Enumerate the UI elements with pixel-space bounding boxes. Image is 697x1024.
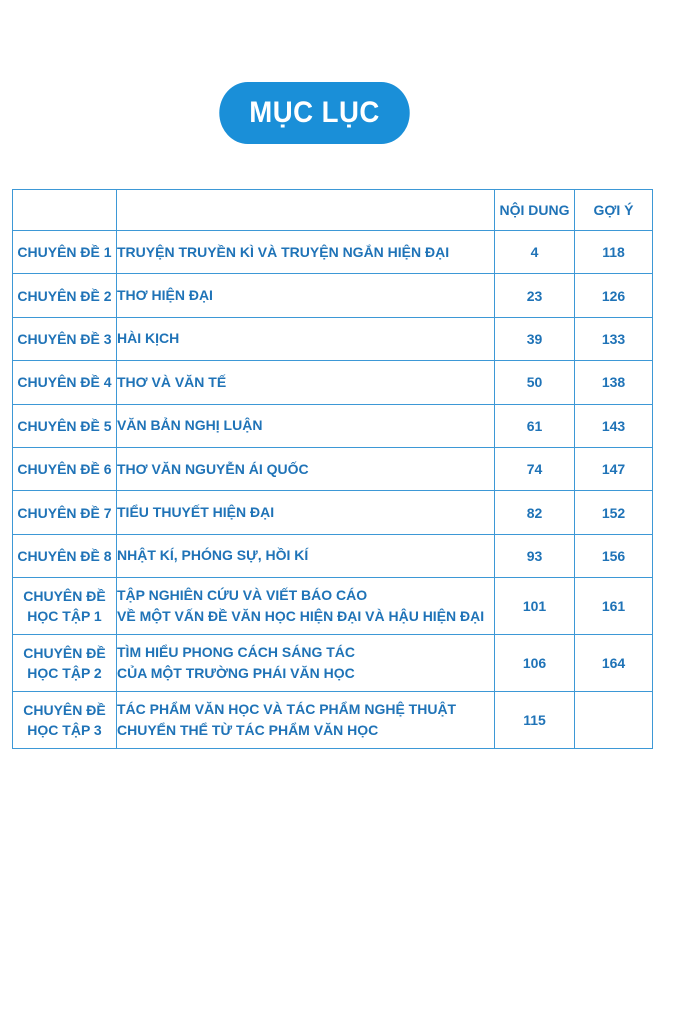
topic-cell [117, 404, 495, 447]
chapter-cell [13, 635, 117, 692]
table-row [13, 635, 653, 692]
hint-page-number [575, 692, 653, 749]
table-row [13, 274, 653, 317]
chapter-cell [13, 447, 117, 490]
header-hint-cell: GỢI Ý [575, 190, 653, 231]
chapter-label: CHUYÊN ĐỀ 4 [17, 374, 112, 391]
table-row [13, 404, 653, 447]
topic-title: TÁC PHẨM VĂN HỌC VÀ TÁC PHẨM NGHỆ THUẬT [117, 701, 457, 718]
topic-cell [117, 317, 495, 360]
hint-page-number: 138 [575, 361, 653, 404]
table-row [13, 361, 653, 404]
header-row [13, 190, 653, 231]
topic-title: VĂN BẢN NGHỊ LUẬN [117, 417, 263, 434]
chapter-cell [13, 274, 117, 317]
topic-title: THƠ VÀ VĂN TẾ [117, 373, 227, 390]
chapter-cell [13, 692, 117, 749]
content-page-number: 23 [495, 274, 575, 317]
topic-title: TÌM HIỂU PHONG CÁCH SÁNG TÁC [117, 644, 355, 661]
chapter-label: CHUYÊN ĐỀ 6 [17, 461, 112, 478]
chapter-label: CHUYÊN ĐỀ 1 [17, 244, 112, 261]
chapter-label: CHUYÊN ĐỀ [23, 702, 106, 719]
topic-cell [117, 534, 495, 577]
content-page-number: 39 [495, 317, 575, 360]
table-row [13, 491, 653, 534]
chapter-label: HỌC TẬP 2 [27, 665, 102, 682]
chapter-cell [13, 578, 117, 635]
chapter-label: CHUYÊN ĐỀ [23, 588, 106, 605]
topic-cell [117, 231, 495, 274]
chapter-label: CHUYÊN ĐỀ 5 [17, 417, 112, 434]
topic-title: TẬP NGHIÊN CỨU VÀ VIẾT BÁO CÁO [117, 587, 368, 604]
chapter-cell [13, 317, 117, 360]
topic-title: CHUYỂN THỂ TỪ TÁC PHẨM VĂN HỌC [117, 722, 379, 739]
content-page-number: 106 [495, 635, 575, 692]
chapter-cell [13, 491, 117, 534]
topic-cell [117, 491, 495, 534]
content-page-number: 115 [495, 692, 575, 749]
topic-cell [117, 635, 495, 692]
hint-page-number: 147 [575, 447, 653, 490]
topic-cell [117, 274, 495, 317]
topic-title: HÀI KỊCH [117, 330, 180, 347]
content-page-number: 74 [495, 447, 575, 490]
chapter-label: CHUYÊN ĐỀ [23, 645, 106, 662]
table-row [13, 231, 653, 274]
hint-page-number: 133 [575, 317, 653, 360]
chapter-label: CHUYÊN ĐỀ 8 [17, 547, 112, 564]
table-row [13, 317, 653, 360]
header-content-cell: NỘI DUNG [495, 190, 575, 231]
chapter-cell [13, 534, 117, 577]
chapter-cell [13, 231, 117, 274]
hint-page-number: 126 [575, 274, 653, 317]
chapter-label: CHUYÊN ĐỀ 2 [17, 287, 112, 304]
table-of-contents [12, 189, 653, 749]
topic-title: TRUYỆN TRUYỀN KÌ VÀ TRUYỆN NGẮN HIỆN ĐẠI [117, 243, 450, 260]
topic-cell [117, 692, 495, 749]
content-page-number: 61 [495, 404, 575, 447]
hint-page-number: 161 [575, 578, 653, 635]
topic-title: NHẬT KÍ, PHÓNG SỰ, HỒI KÍ [117, 547, 309, 564]
chapter-label: CHUYÊN ĐỀ 7 [17, 504, 112, 521]
hint-page-number: 156 [575, 534, 653, 577]
content-page-number: 50 [495, 361, 575, 404]
table-row [13, 578, 653, 635]
content-page-number: 82 [495, 491, 575, 534]
table-body [13, 231, 653, 749]
chapter-label: HỌC TẬP 3 [27, 722, 102, 739]
topic-title: VỀ MỘT VẤN ĐỀ VĂN HỌC HIỆN ĐẠI VÀ HẬU HIỆN ĐẠI [117, 608, 485, 625]
chapter-cell [13, 404, 117, 447]
hint-page-number: 152 [575, 491, 653, 534]
chapter-label: CHUYÊN ĐỀ 3 [17, 330, 112, 347]
chapter-cell [13, 361, 117, 404]
topic-title: TIỂU THUYẾT HIỆN ĐẠI [117, 504, 275, 521]
topic-title: CỦA MỘT TRƯỜNG PHÁI VĂN HỌC [117, 665, 355, 682]
hint-page-number: 143 [575, 404, 653, 447]
topic-cell [117, 361, 495, 404]
content-page-number: 101 [495, 578, 575, 635]
hint-page-number: 118 [575, 231, 653, 274]
content-page-number: 93 [495, 534, 575, 577]
content-page-number: 4 [495, 231, 575, 274]
topic-cell [117, 578, 495, 635]
chapter-label: HỌC TẬP 1 [27, 608, 102, 625]
table-row [13, 447, 653, 490]
header-chapter-cell [13, 190, 117, 231]
hint-page-number: 164 [575, 635, 653, 692]
page-title: MỤC LỤC [219, 82, 409, 144]
topic-cell [117, 447, 495, 490]
topic-title: THƠ VĂN NGUYỄN ÁI QUỐC [117, 460, 309, 477]
table-row [13, 534, 653, 577]
header-name-cell [117, 190, 495, 231]
topic-title: THƠ HIỆN ĐẠI [117, 287, 213, 304]
table-row [13, 692, 653, 749]
